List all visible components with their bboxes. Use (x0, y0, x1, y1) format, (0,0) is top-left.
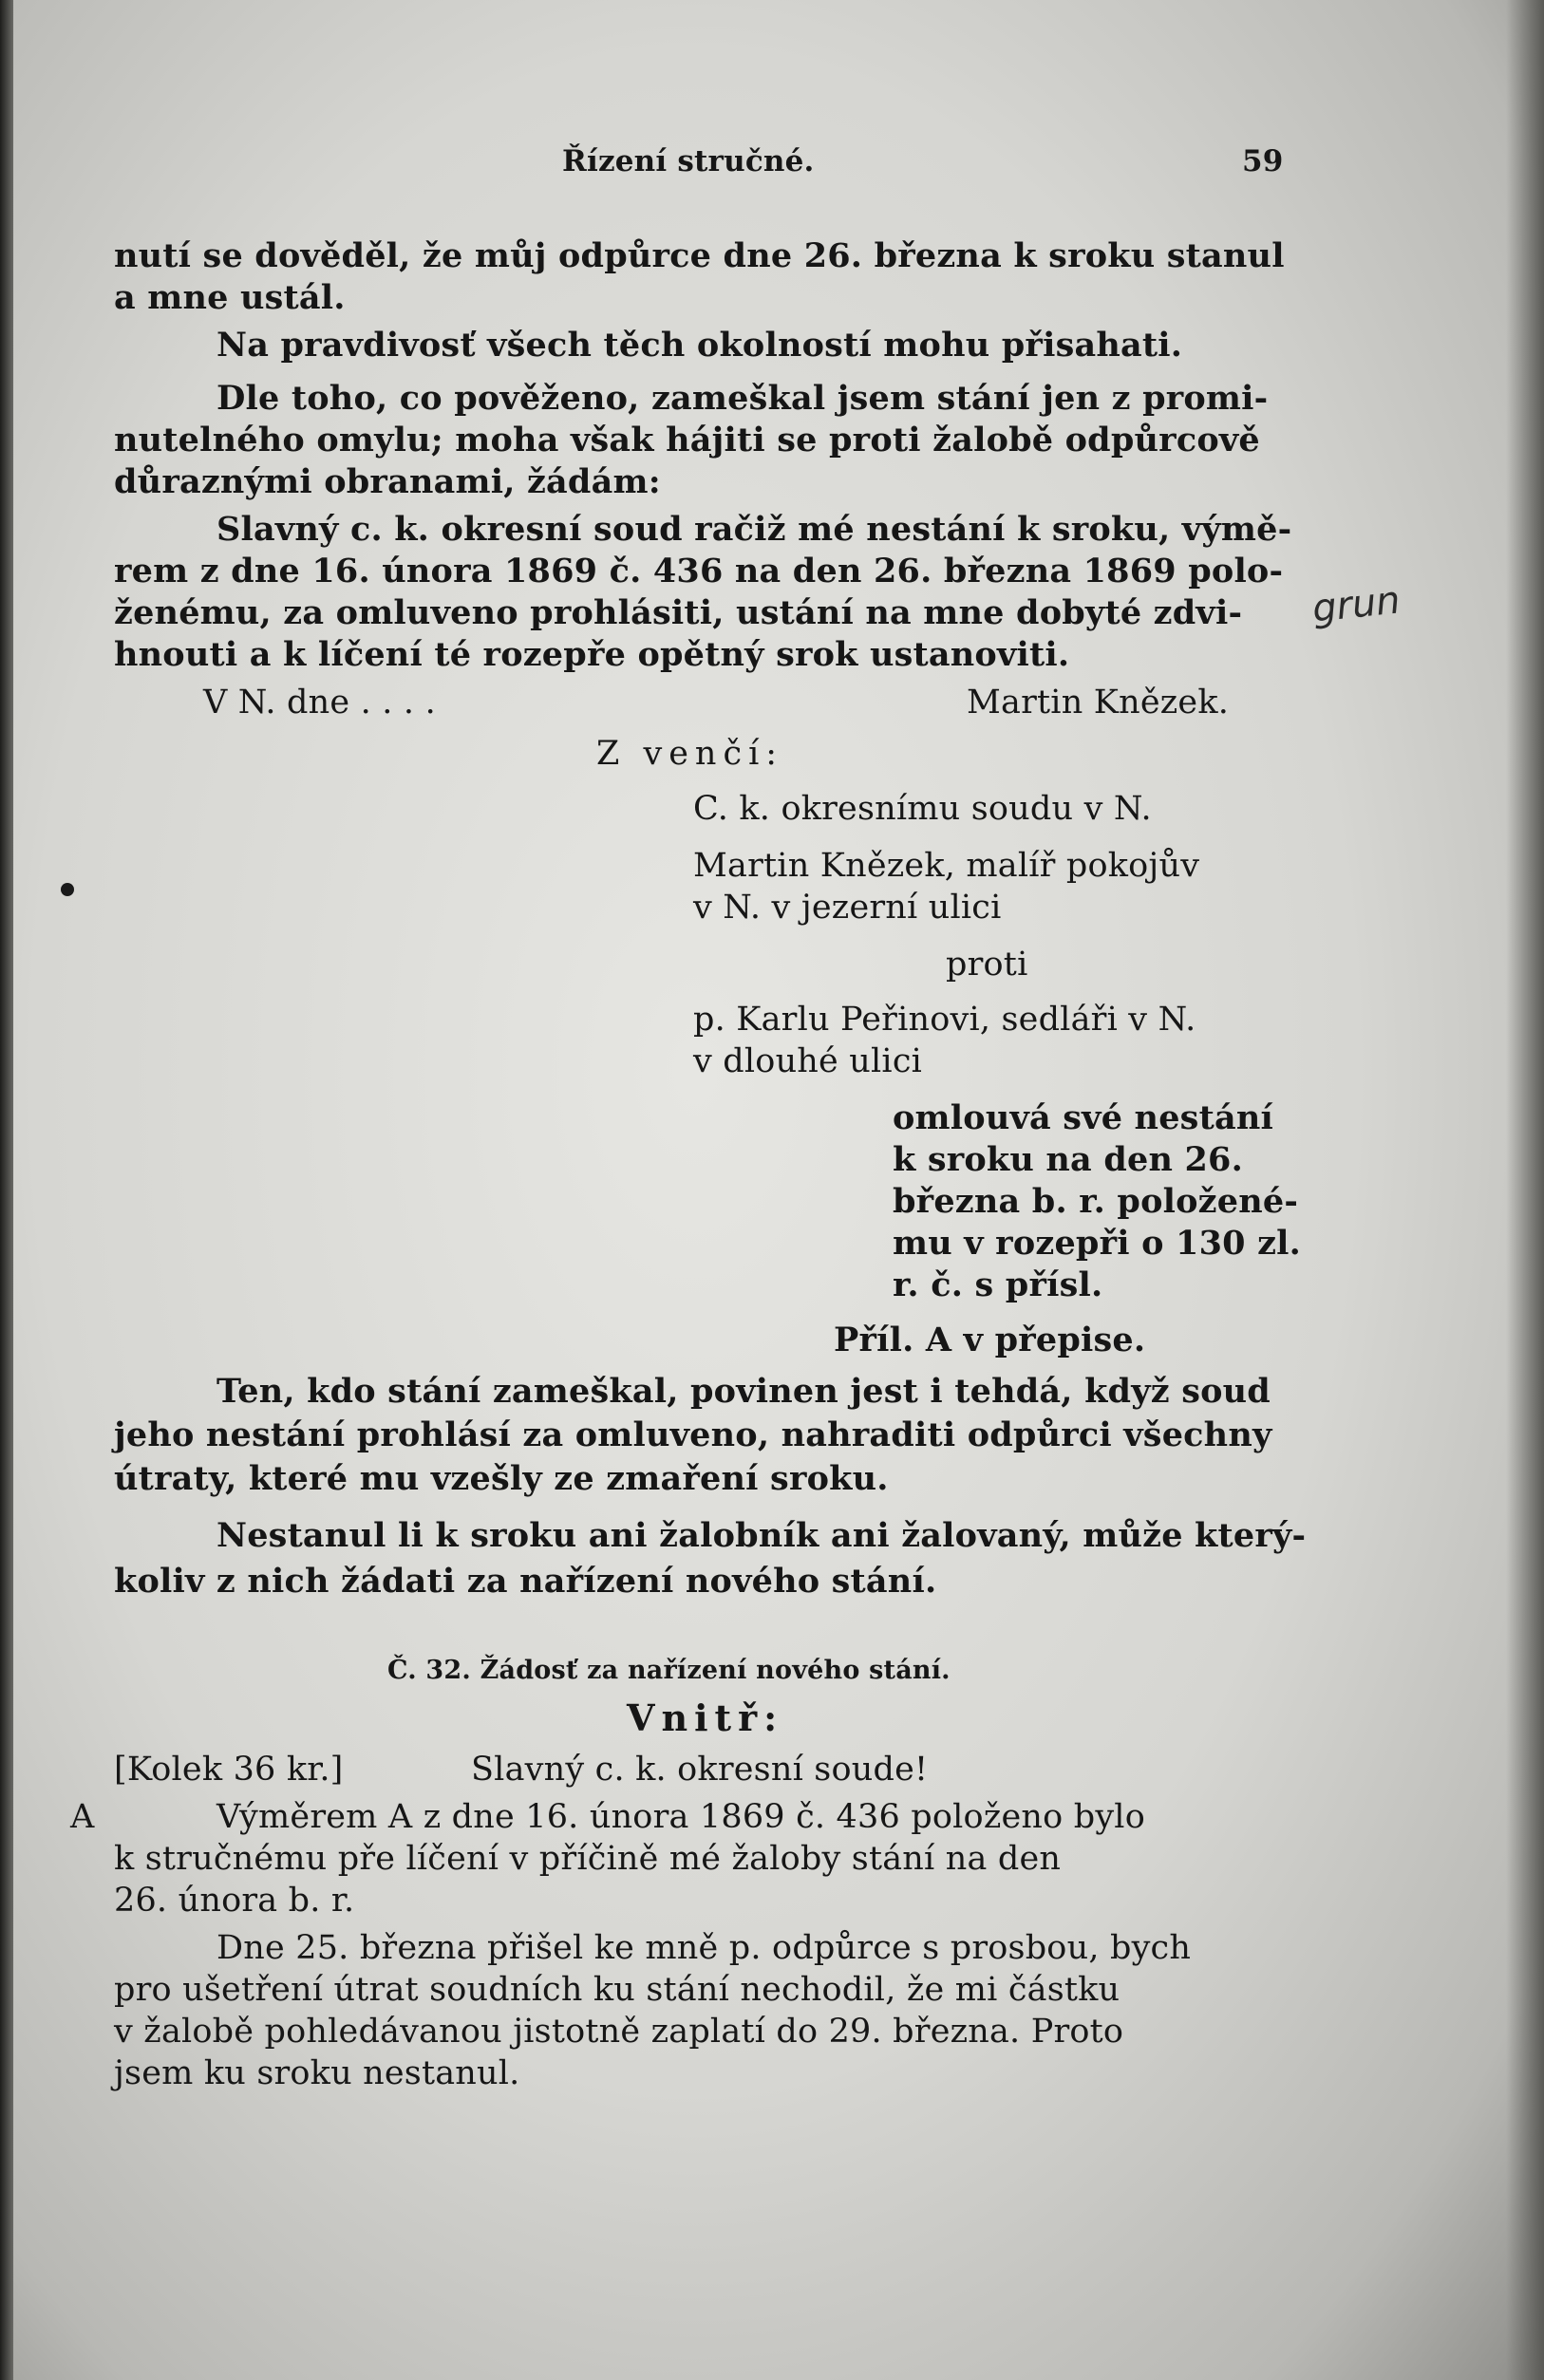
text-line: r. č. s přísl. (893, 1265, 1103, 1304)
section-title: Č. 32. Žádosť za nařízení nového stání. (387, 1656, 951, 1685)
margin-letter: A (70, 1798, 95, 1836)
text-line: omlouvá své nestání (893, 1098, 1273, 1137)
page-number: 59 (1242, 144, 1284, 178)
stamp-note: [Kolek 36 kr.] (114, 1751, 344, 1789)
page-edge-shadow (1506, 0, 1544, 2380)
text-line: ženému, za omluveno prohlásiti, ustání na mne dobyté zdvi- (114, 593, 1243, 632)
text-line: důraznými obranami, žádám: (114, 462, 661, 501)
section-heading-outside: Z venčí: (596, 735, 784, 773)
text-line: pro ušetření útrat soudních ku stání nechodil, že mi částku (114, 1971, 1120, 2009)
text-line: jsem ku sroku nestanul. (114, 2054, 520, 2092)
text-line: Slavný c. k. okresní soud račiž mé nestání k sroku, výmě- (217, 510, 1292, 549)
text-line: nutí se dověděl, že můj odpůrce dne 26. března k sroku stanul (114, 236, 1285, 275)
book-spine-shadow (0, 0, 13, 2380)
signature: Martin Knězek. (967, 684, 1230, 721)
salutation: Slavný c. k. okresní soude! (471, 1751, 929, 1789)
text-line: Ten, kdo stání zameškal, povinen jest i tehdá, když soud (217, 1372, 1271, 1411)
date-line: V N. dne . . . . (203, 684, 436, 721)
text-line: a mne ustál. (114, 278, 346, 317)
section-heading-inside: Vnitř: (627, 1696, 784, 1739)
text-line: rem z dne 16. února 1869 č. 436 na den 26. března 1869 polo- (114, 552, 1284, 590)
text-line: p. Karlu Peřinovi, sedláři v N. (693, 1001, 1196, 1039)
text-line: útraty, které mu vzešly ze zmaření sroku. (114, 1459, 889, 1498)
text-line: března b. r. položené- (893, 1182, 1299, 1221)
text-line: Martin Knězek, malíř pokojův (693, 847, 1200, 885)
text-line: Příl. A v přepise. (834, 1321, 1146, 1359)
text-line: Dne 25. března přišel ke mně p. odpůrce s prosbou, bych (217, 1929, 1192, 1967)
bullet-mark (61, 883, 74, 896)
text-line: mu v rozepři o 130 zl. (893, 1224, 1302, 1263)
text-line: v N. v jezerní ulici (693, 889, 1002, 927)
text-line: k stručnému pře líčení v příčině mé žaloby stání na den (114, 1840, 1062, 1878)
text-line: Dle toho, co pověženo, zameškal jsem stání jen z promi- (217, 379, 1269, 418)
text-line: Na pravdivosť všech těch okolností mohu přisahati. (217, 326, 1183, 365)
text-line: v žalobě pohledávanou jistotně zaplatí do 29. března. Proto (114, 2013, 1124, 2051)
text-line: Nestanul li k sroku ani žalobník ani žalovaný, může který- (217, 1516, 1307, 1555)
handwritten-margin-note: grun (1309, 578, 1403, 631)
text-line: proti (946, 946, 1028, 984)
text-line: Výměrem A z dne 16. února 1869 č. 436 položeno bylo (217, 1798, 1145, 1836)
text-line: hnouti a k líčení té rozepře opětný srok ustanoviti. (114, 635, 1070, 674)
text-line: 26. února b. r. (114, 1882, 355, 1920)
text-line: nutelného omylu; moha však hájiti se proti žalobě odpůrcově (114, 421, 1260, 459)
text-line: v dlouhé ulici (693, 1042, 923, 1080)
text-line: jeho nestání prohlásí za omluveno, nahraditi odpůrci všechny (114, 1415, 1272, 1454)
running-title: Řízení stručné. (562, 144, 815, 178)
text-line: k sroku na den 26. (893, 1140, 1243, 1179)
text-line: C. k. okresnímu soudu v N. (693, 790, 1152, 828)
text-line: koliv z nich žádati za nařízení nového stání. (114, 1562, 937, 1601)
